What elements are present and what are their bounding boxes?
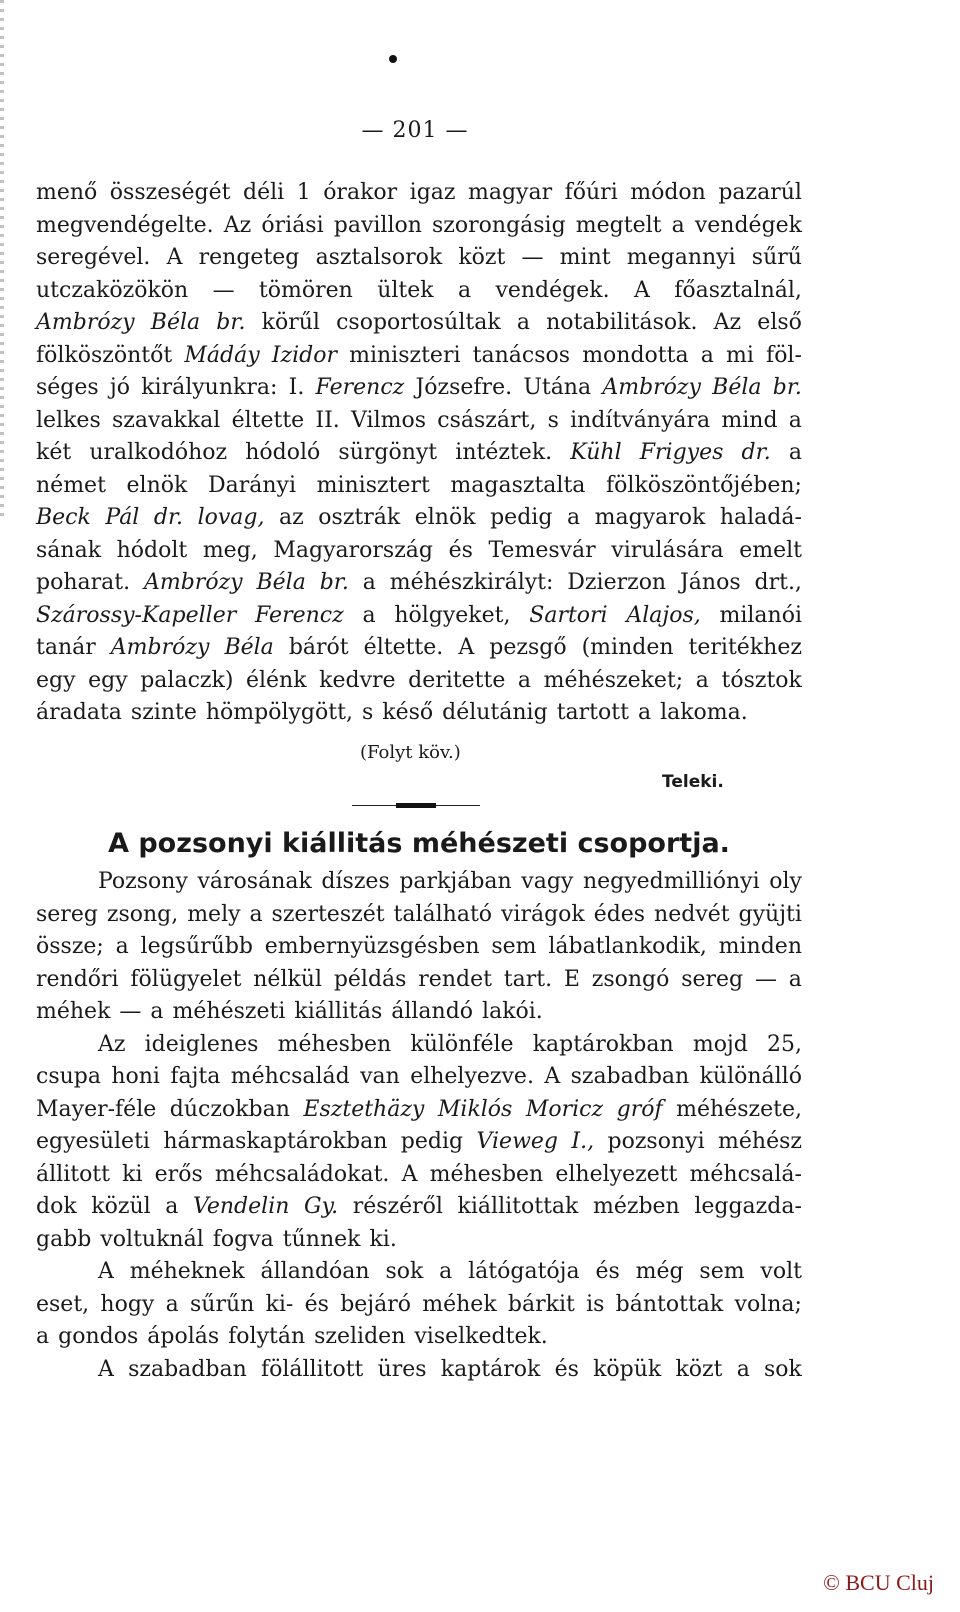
- library-watermark: © BCU Cluj: [823, 1570, 934, 1595]
- scan-edge-artifact: [0, 0, 4, 520]
- text-line: Az ideiglenes méhesben különféle kaptárokban mojd 25,: [98, 1031, 802, 1057]
- text-line: Szárossy-Kapeller Ferencz a hölgyeket, Sartori Alajos, milanói: [36, 602, 802, 628]
- continued-note: (Folyt köv.): [360, 742, 461, 763]
- text-line: rendőri fölügyelet nélkül példás rendet tart. E zsongó sereg — a: [36, 966, 802, 992]
- text-line: dok közül a Vendelin Gy. részéről kiállitottak mézben leggazda-: [36, 1194, 802, 1219]
- text-line: csupa honi fajta méhcsalád van elhelyezve. A szabadban különálló: [36, 1064, 802, 1089]
- text-line: egyesületi hármaskaptárokban pedig Vieweg I., pozsonyi méhész: [36, 1129, 802, 1154]
- text-line: poharat. Ambrózy Béla br. a méhészkirályt: Dzierzon János drt.,: [36, 570, 802, 595]
- text-line: méhek — a méhészeti kiállitás állandó lakói.: [36, 999, 543, 1024]
- text-line: tanár Ambrózy Béla bárót éltette. A pezsgő (minden teritékhez: [36, 635, 802, 660]
- text-line: eset, hogy a sűrűn ki- és bejáró méhek bárkit is bántottak volna;: [36, 1291, 802, 1317]
- text-line: Ambrózy Béla br. körűl csoportosúltak a notabilitások. Az első: [36, 310, 802, 335]
- text-line: megvendégelte. Az óriási pavillon szorongásig megtelt a vendégek: [36, 212, 802, 238]
- text-line: lelkes szavakkal éltette II. Vilmos császárt, s indítványára mind a: [36, 407, 802, 433]
- text-line: össze; a legsűrűbb embernyüzsgésben sem lábatlankodik, minden: [36, 934, 802, 959]
- text-line: Pozsony városának díszes parkjában vagy negyedmilliónyi oly: [98, 869, 802, 894]
- text-line: sereg zsong, mely a szerteszét található virágok édes nedvét gyüjti: [36, 901, 802, 927]
- text-line: fölköszöntőt Mádáy Izidor miniszteri tanácsos mondotta a mi föl-: [36, 342, 802, 368]
- text-line: két uralkodóhoz hódoló sürgönyt intéztek. Kühl Frigyes dr. a: [36, 440, 802, 465]
- text-line: áradata szinte hömpölygött, s késő délutánig tartott a lakoma.: [36, 700, 748, 725]
- text-line: Beck Pál dr. lovag, az osztrák elnök pedig a magyarok haladá-: [36, 505, 802, 530]
- text-line: állitott ki erős méhcsaládokat. A méhesben elhelyezett méhcsalá-: [36, 1161, 802, 1187]
- ink-dot: [389, 55, 397, 63]
- text-line: A méheknek állandóan sok a látógatója és még sem volt: [98, 1259, 802, 1284]
- text-line: gabb voltuknál fogva tűnnek ki.: [36, 1226, 397, 1252]
- text-line: egy egy palaczk) élénk kedvre deritette a méhészeket; a tósztok: [36, 667, 802, 693]
- article-body: [36, 866, 802, 1386]
- article-heading: A pozsonyi kiállitás méhészeti csoportja.: [108, 828, 730, 859]
- text-line: a gondos ápolás folytán szeliden viselkedtek.: [36, 1324, 548, 1349]
- text-line: sának hódolt meg, Magyarország és Temesvár virulására emelt: [36, 537, 802, 563]
- text-line: utczaközökön — tömören ültek a vendégek. A főasztalnál,: [36, 277, 802, 303]
- page-number: — 201 —: [361, 118, 469, 143]
- text-line: séges jó királyunkra: I. Ferencz Józsefre. Utána Ambrózy Béla br.: [36, 375, 802, 400]
- author-signature: Teleki.: [662, 772, 724, 792]
- text-line: A szabadban fölállitott üres kaptárok és köpük közt a sok: [98, 1356, 802, 1382]
- section-divider: [352, 805, 480, 806]
- text-line: seregével. A rengeteg asztalsorok közt — mint megannyi sűrű: [36, 245, 802, 270]
- text-line: német elnök Darányi minisztert magasztalta fölköszöntőjében;: [36, 472, 802, 498]
- text-line: menő összeségét déli 1 órakor igaz magyar főúri módon pazarúl: [36, 180, 802, 205]
- article-continuation: [36, 177, 802, 730]
- text-line: Mayer-féle dúczokban Esztethäzy Miklós Moricz gróf méhészete,: [36, 1096, 802, 1122]
